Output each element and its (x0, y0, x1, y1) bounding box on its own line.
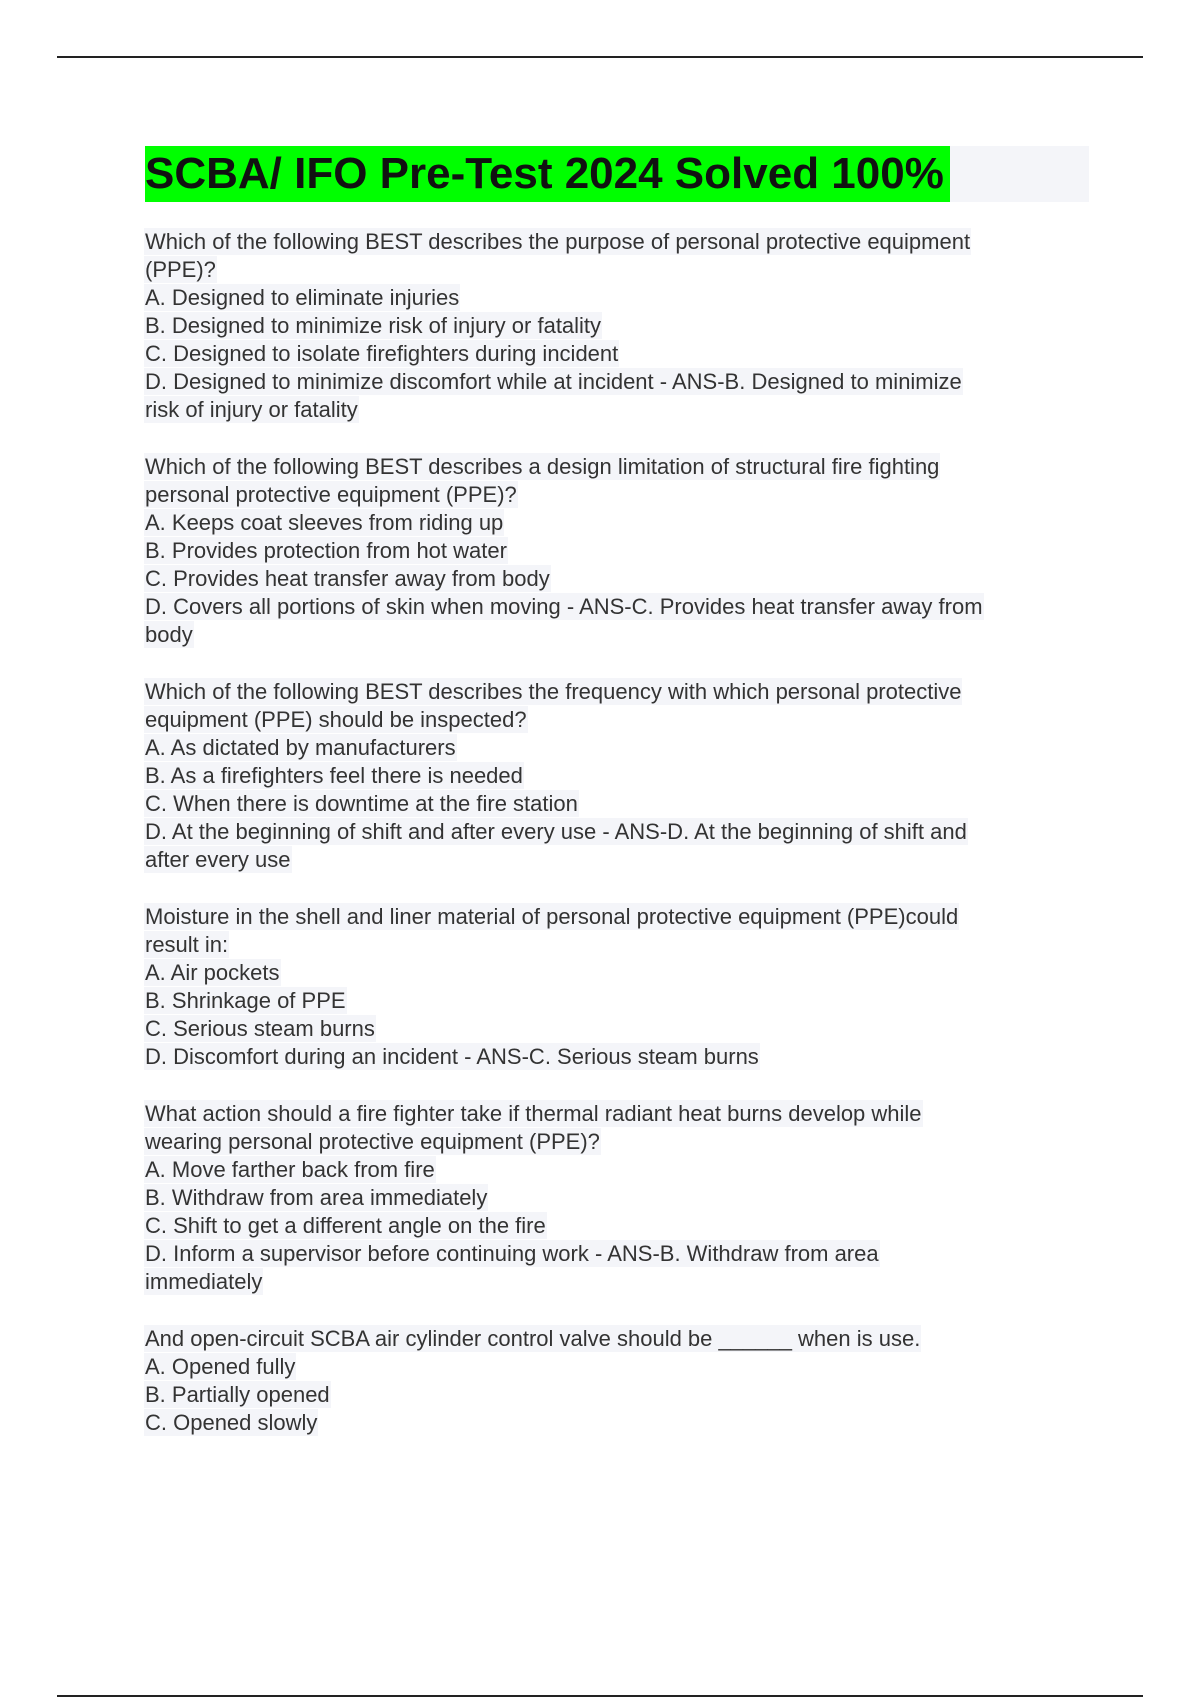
question-line (145, 1015, 1070, 1043)
question-block (145, 903, 1070, 1071)
question-line (145, 593, 1070, 621)
question-line (145, 481, 1070, 509)
line-text: C. Shift to get a different angle on the fire (145, 1213, 546, 1238)
line-text: What action should a fire fighter take if thermal radiant heat burns develop while (145, 1101, 922, 1126)
question-line (145, 1381, 1070, 1409)
line-text: equipment (PPE) should be inspected? (145, 707, 527, 732)
question-line (145, 565, 1070, 593)
question-line (145, 931, 1070, 959)
line-text: D. Covers all portions of skin when moving - ANS-C. Provides heat transfer away from (145, 594, 983, 619)
line-text: D. At the beginning of shift and after every use - ANS-D. At the beginning of shift and (145, 819, 967, 844)
line-text: C. Designed to isolate firefighters during incident (145, 341, 619, 366)
question-line (145, 706, 1070, 734)
question-line (145, 1240, 1070, 1268)
line-text: C. Serious steam burns (145, 1016, 375, 1041)
line-text: C. When there is downtime at the fire station (145, 791, 578, 816)
question-line (145, 1353, 1070, 1381)
question-text-line (145, 1100, 1070, 1128)
question-text-line (145, 228, 1070, 256)
line-text: C. Provides heat transfer away from body (145, 566, 550, 591)
question-block (145, 1100, 1070, 1296)
question-line (145, 762, 1070, 790)
question-line (145, 284, 1070, 312)
line-text: D. Inform a supervisor before continuing work - ANS-B. Withdraw from area (145, 1241, 879, 1266)
question-line (145, 621, 1070, 649)
line-text: immediately (145, 1269, 263, 1294)
question-line (145, 734, 1070, 762)
question-line (145, 1156, 1070, 1184)
question-line (145, 509, 1070, 537)
line-text: risk of injury or fatality (145, 397, 358, 422)
question-line (145, 959, 1070, 987)
line-text: A. Move farther back from fire (145, 1157, 435, 1182)
question-line (145, 312, 1070, 340)
question-text-line (145, 1325, 1070, 1353)
question-line (145, 1184, 1070, 1212)
line-text: result in: (145, 932, 229, 957)
line-text: D. Discomfort during an incident - ANS-C. Serious steam burns (145, 1044, 759, 1069)
question-block (145, 228, 1070, 424)
question-line (145, 1212, 1070, 1240)
line-text: body (145, 622, 193, 647)
line-text: B. Partially opened (145, 1382, 330, 1407)
line-text: B. Provides protection from hot water (145, 538, 507, 563)
question-line (145, 790, 1070, 818)
question-line (145, 846, 1070, 874)
line-text: Which of the following BEST describes the frequency with which personal protective (145, 679, 962, 704)
line-text: And open-circuit SCBA air cylinder control valve should be ______ when is use. (145, 1326, 921, 1351)
question-list (145, 228, 1070, 1466)
line-text: A. Air pockets (145, 960, 280, 985)
line-text: D. Designed to minimize discomfort while at incident - ANS-B. Designed to minimize (145, 369, 962, 394)
line-text: personal protective equipment (PPE)? (145, 482, 517, 507)
question-text-line (145, 453, 1070, 481)
line-text: Which of the following BEST describes a design limitation of structural fire fighting (145, 454, 940, 479)
question-block (145, 1325, 1070, 1437)
question-line (145, 1409, 1070, 1437)
question-line (145, 1268, 1070, 1296)
line-text: wearing personal protective equipment (PPE)? (145, 1129, 600, 1154)
question-line (145, 256, 1070, 284)
line-text: A. Designed to eliminate injuries (145, 285, 460, 310)
question-line (145, 340, 1070, 368)
question-line (145, 537, 1070, 565)
question-line (145, 396, 1070, 424)
line-text: B. Withdraw from area immediately (145, 1185, 488, 1210)
line-text: (PPE)? (145, 257, 216, 282)
document-title: SCBA/ IFO Pre-Test 2024 Solved 100% (145, 146, 950, 202)
line-text: B. As a firefighters feel there is needed (145, 763, 523, 788)
bottom-rule (57, 1695, 1143, 1697)
line-text: B. Shrinkage of PPE (145, 988, 346, 1013)
question-line (145, 368, 1070, 396)
line-text: A. Opened fully (145, 1354, 296, 1379)
line-text: A. Keeps coat sleeves from riding up (145, 510, 504, 535)
question-line (145, 1128, 1070, 1156)
line-text: B. Designed to minimize risk of injury or fatality (145, 313, 602, 338)
top-rule (57, 56, 1143, 58)
question-line (145, 818, 1070, 846)
line-text: A. As dictated by manufacturers (145, 735, 456, 760)
line-text: Which of the following BEST describes the purpose of personal protective equipment (145, 229, 971, 254)
question-block (145, 678, 1070, 874)
question-line (145, 987, 1070, 1015)
question-block (145, 453, 1070, 649)
line-text: Moisture in the shell and liner material of personal protective equipment (PPE)could (145, 904, 959, 929)
line-text: C. Opened slowly (145, 1410, 318, 1435)
question-text-line (145, 903, 1070, 931)
question-line (145, 1043, 1070, 1071)
question-text-line (145, 678, 1070, 706)
line-text: after every use (145, 847, 291, 872)
